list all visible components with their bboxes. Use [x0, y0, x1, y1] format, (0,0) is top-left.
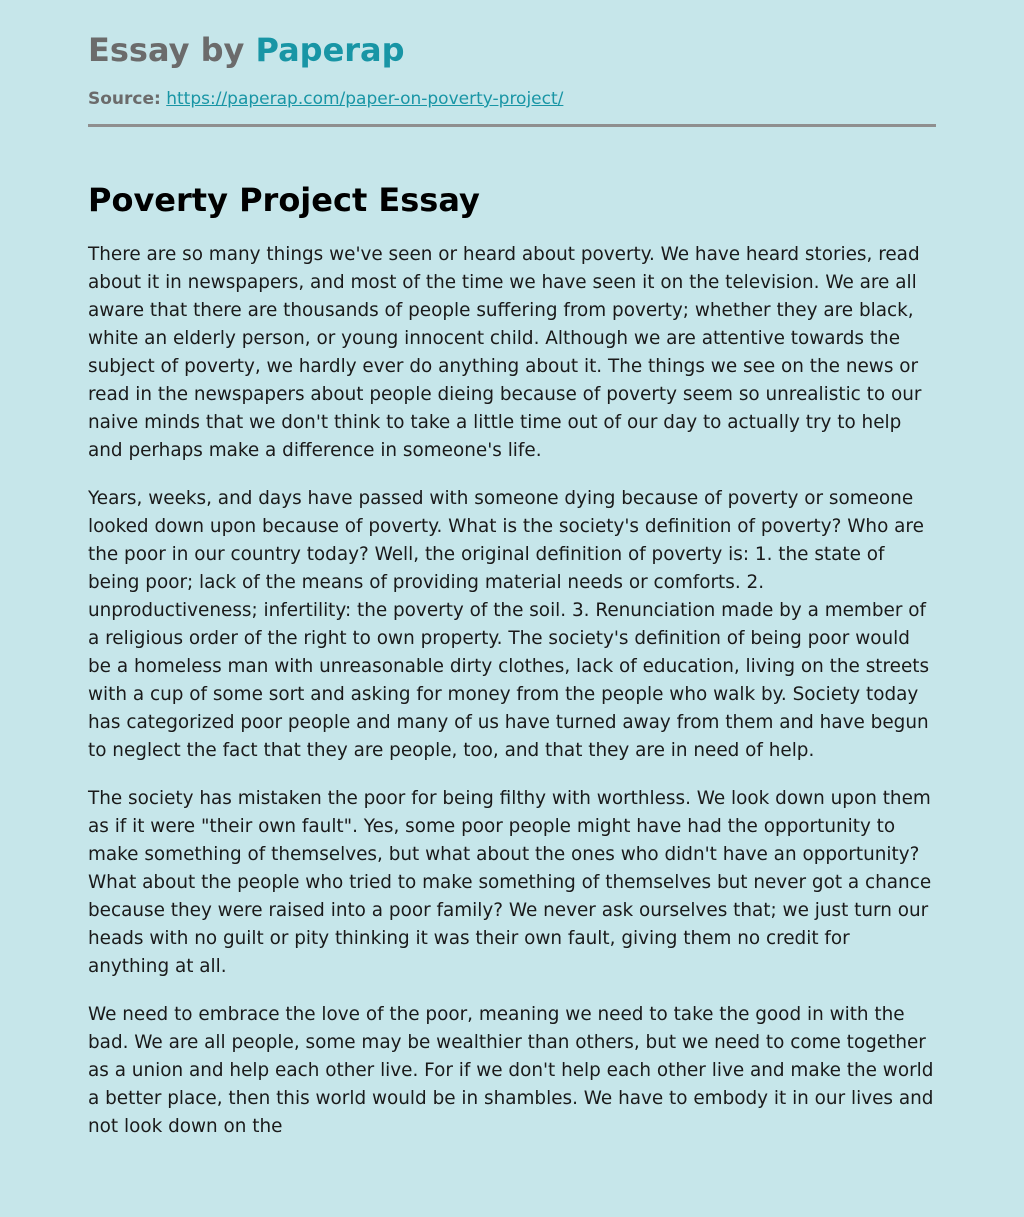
- source-line: [88, 88, 563, 110]
- header-divider: [88, 124, 936, 127]
- paragraph: The society has mistaken the poor for being filthy with worthless. We look down upon them as if it were "their own fault". Yes, some poor people might have had the opportunity to make something of themselves, but what about the ones who didn't have an opportunity? What about the people who tried to make something of themselves but never got a chance because they were raised into a poor family? We never ask ourselves that; we just turn our heads with no guilt or pity thinking it was their own fault, giving them no credit for anything at all.: [88, 788, 932, 977]
- brand-name: Paperap: [255, 31, 405, 69]
- site-brand[interactable]: [88, 30, 405, 70]
- brand-prefix: Essay by: [88, 31, 256, 69]
- paragraph: Years, weeks, and days have passed with someone dying because of poverty or someone looked down upon because of poverty. What is the society's definition of poverty? Who are the poor in our country today? Well, the original definition of poverty is: 1. the state of being poor; lack of the means of providing material needs or comforts. 2. unproductiveness; infertility: the poverty of the soil. 3. Renunciation made by a member of a religious order of the right to own property. The society's definition of being poor would be a homeless man with unreasonable dirty clothes, lack of education, living on the streets with a cup of some sort and asking for money from the people who walk by. Society today has categorized poor people and many of us have turned away from them and have begun to neglect the fact that they are people, too, and that they are in need of help.: [88, 488, 930, 761]
- source-link[interactable]: https://paperap.com/paper-on-poverty-project/: [166, 89, 564, 109]
- essay-title: Poverty Project Essay: [88, 181, 480, 219]
- source-label: Source:: [88, 89, 161, 109]
- paragraph: We need to embrace the love of the poor, meaning we need to take the good in with the bad. We are all people, some may be wealthier than others, but we need to come together as a union and help each other live. For if we don't help each other live and make the world a better place, then this world would be in shambles. We have to embody it in our lives and not look down on the: [88, 1004, 934, 1137]
- paragraph: There are so many things we've seen or heard about poverty. We have heard stories, read about it in newspapers, and most of the time we have seen it on the television. We are all aware that there are thousands of people suffering from poverty; whether they are black, white an elderly person, or young innocent child. Although we are attentive towards the subject of poverty, we hardly ever do anything about it. The things we see on the news or read in the newspapers about people dieing because of poverty seem so unrealistic to our naive minds that we don't think to take a little time out of our day to actually try to help and perhaps make a difference in someone's life.: [88, 244, 922, 461]
- essay-body: [88, 241, 936, 1161]
